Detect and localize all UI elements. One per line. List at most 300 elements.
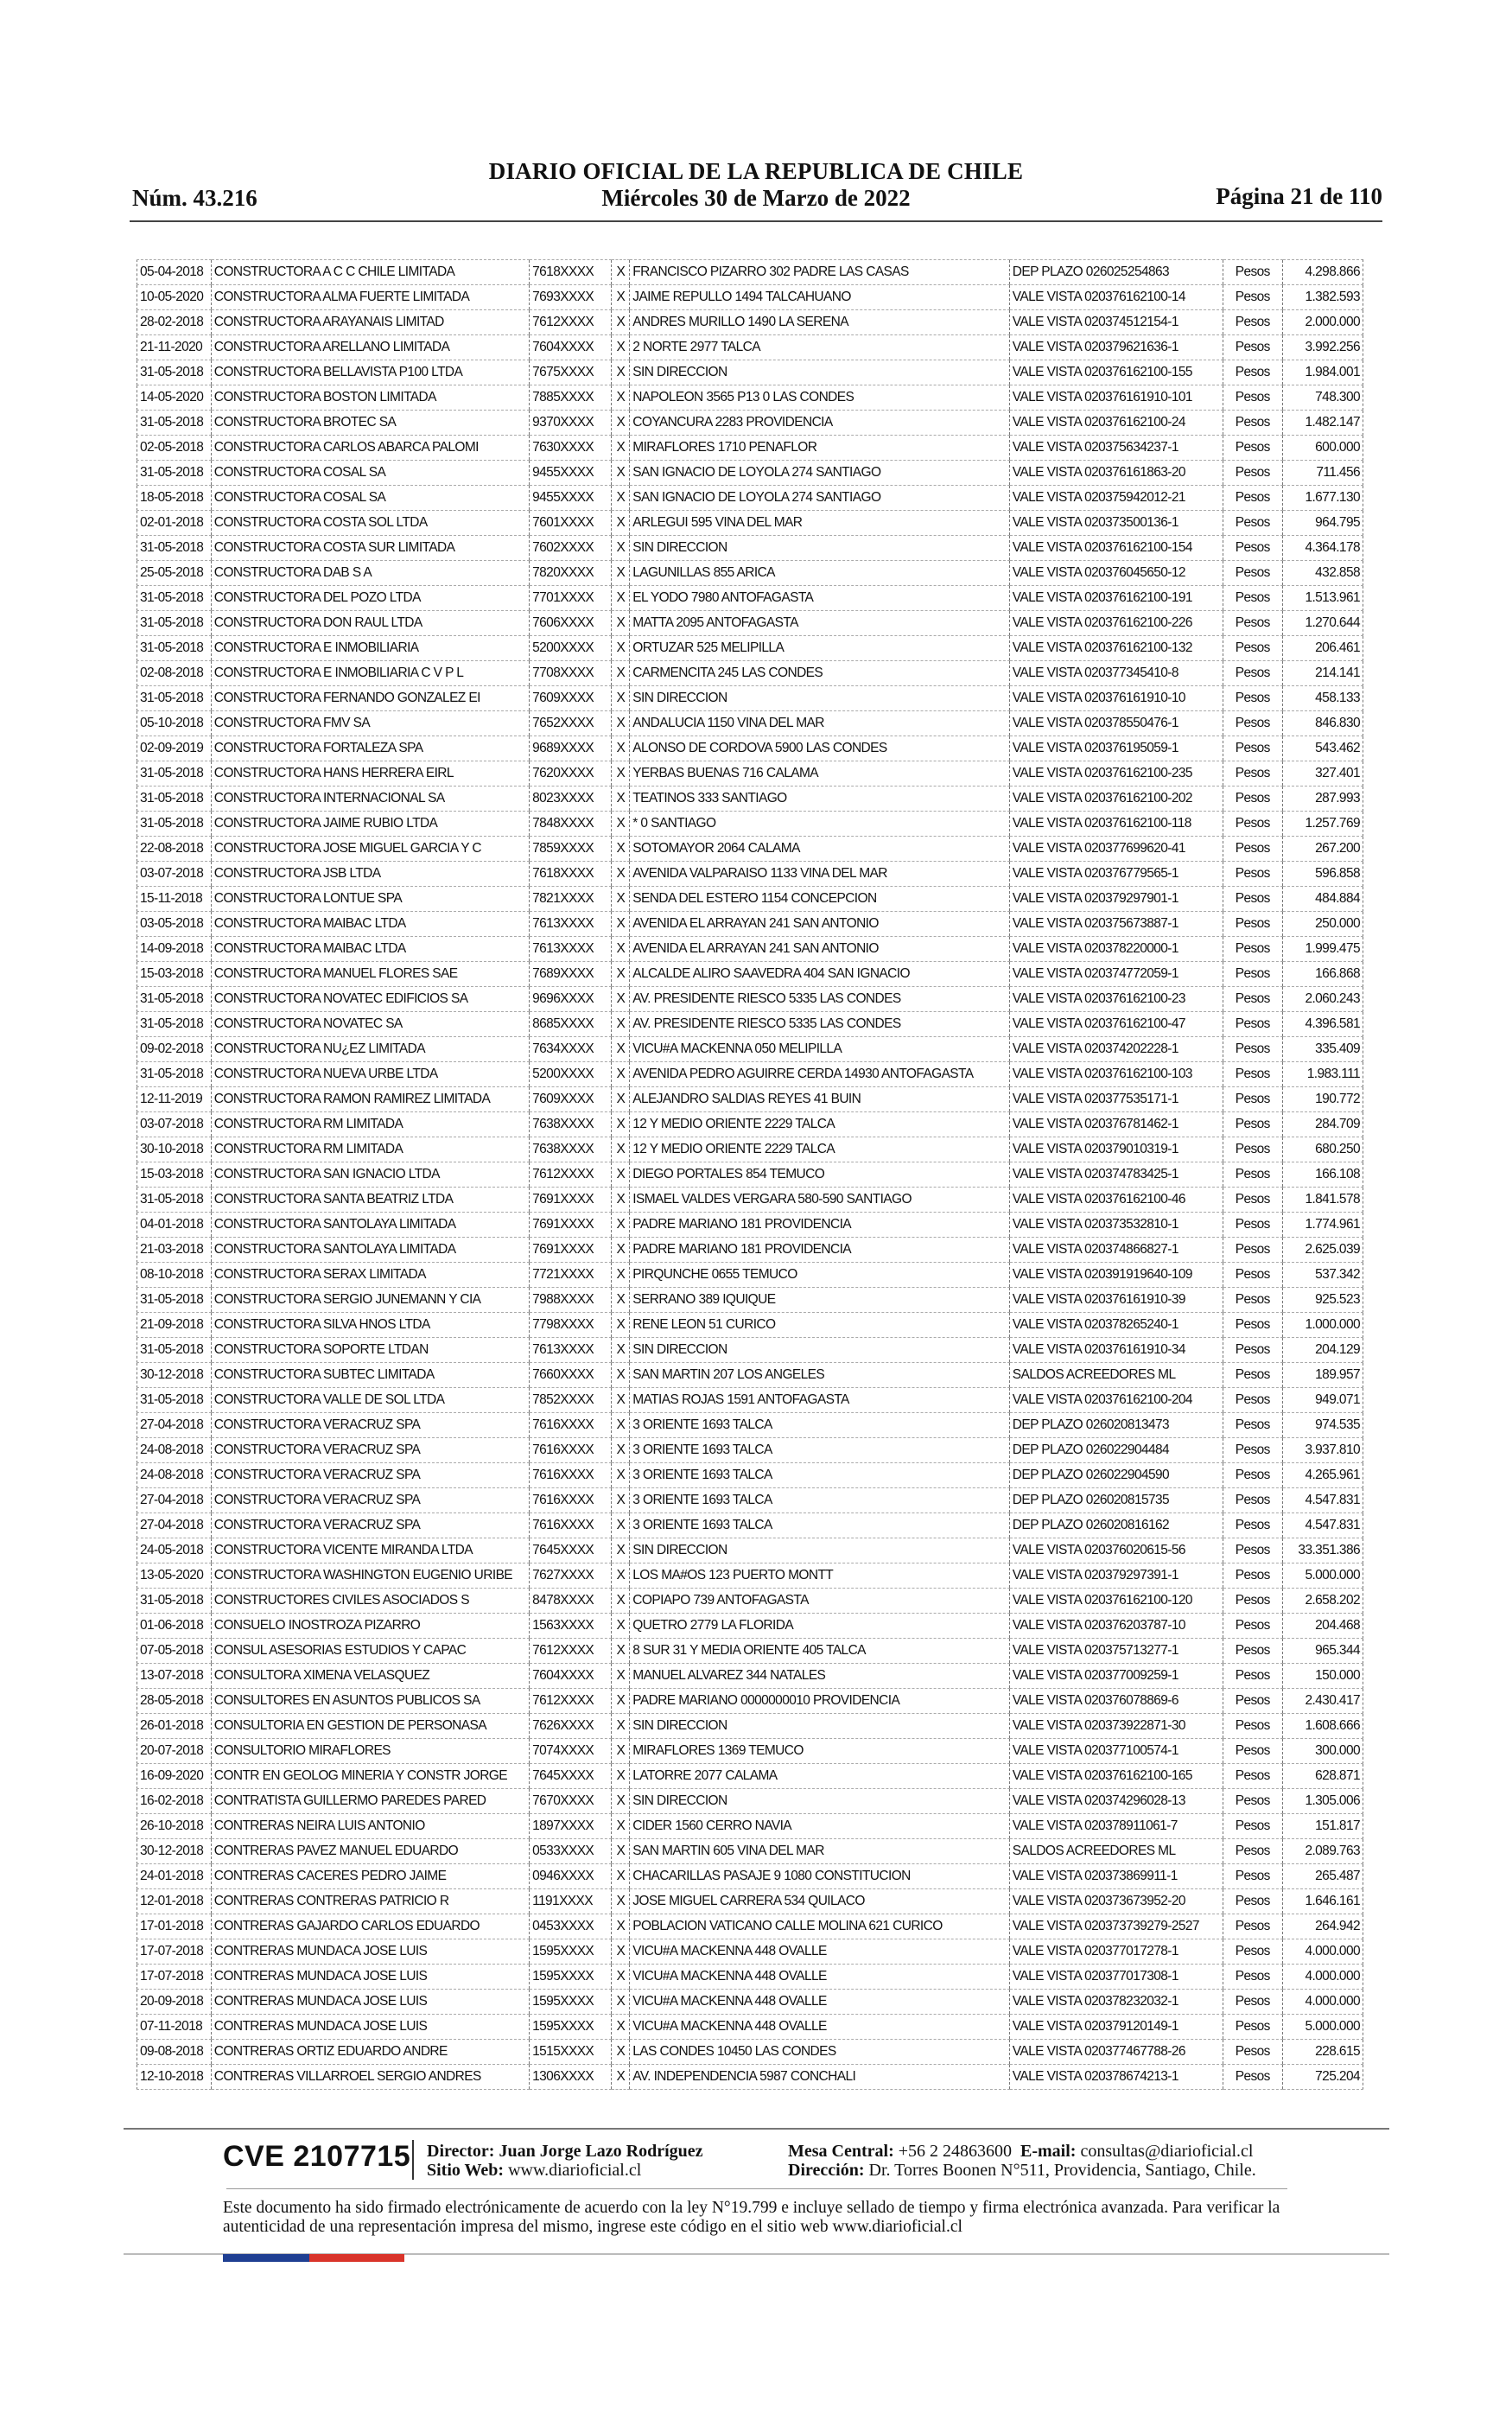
table-row [137, 1087, 1363, 1112]
cell-currency: Pesos [1223, 1990, 1282, 2015]
header-divider [130, 220, 1382, 222]
cell-document: VALE VISTA 020376161910-101 [1009, 385, 1223, 411]
cell-name: CONSTRUCTORA E INMOBILIARIA [211, 636, 529, 661]
cell-rut: 1897XXXX [530, 1814, 612, 1839]
cell-rut: 7616XXXX [530, 1463, 612, 1488]
cell-currency: Pesos [1223, 912, 1282, 937]
cell-currency: Pesos [1223, 1238, 1282, 1263]
cell-name: CONSTRUCTORA MAIBAC LTDA [211, 937, 529, 962]
cell-currency: Pesos [1223, 486, 1282, 511]
cell-amount: 2.625.039 [1282, 1238, 1363, 1263]
cell-amount: 204.468 [1282, 1614, 1363, 1639]
cell-document: VALE VISTA 020377345410-8 [1009, 661, 1223, 686]
cell-mark: X [612, 736, 630, 761]
cell-date: 02-08-2018 [137, 661, 212, 686]
cell-mark: X [612, 1538, 630, 1563]
cell-date: 15-03-2018 [137, 962, 212, 987]
cell-currency: Pesos [1223, 1363, 1282, 1388]
cell-currency: Pesos [1223, 1313, 1282, 1338]
cell-rut: 7618XXXX [530, 862, 612, 887]
cell-currency: Pesos [1223, 1288, 1282, 1313]
cell-mark: X [612, 1839, 630, 1864]
cell-document: VALE VISTA 020373869911-1 [1009, 1864, 1223, 1889]
cell-rut: 7609XXXX [530, 686, 612, 711]
cell-document: VALE VISTA 020378265240-1 [1009, 1313, 1223, 1338]
cell-date: 24-05-2018 [137, 1538, 212, 1563]
cell-address: MATTA 2095 ANTOFAGASTA [630, 611, 1010, 636]
cell-rut: 7616XXXX [530, 1488, 612, 1513]
cell-amount: 4.298.866 [1282, 260, 1363, 285]
cell-mark: X [612, 636, 630, 661]
cell-address: 3 ORIENTE 1693 TALCA [630, 1488, 1010, 1513]
table-row [137, 2040, 1363, 2065]
table-row [137, 962, 1363, 987]
cell-rut: 7606XXXX [530, 611, 612, 636]
cell-currency: Pesos [1223, 1965, 1282, 1990]
cell-amount: 335.409 [1282, 1037, 1363, 1062]
cell-document: SALDOS ACREEDORES ML [1009, 1363, 1223, 1388]
page-indicator: Página 21 de 110 [1216, 183, 1382, 209]
cell-date: 31-05-2018 [137, 360, 212, 385]
cell-address: SAN IGNACIO DE LOYOLA 274 SANTIAGO [630, 461, 1010, 486]
cell-address: PADRE MARIANO 0000000010 PROVIDENCIA [630, 1689, 1010, 1714]
cell-name: CONSUELO INOSTROZA PIZARRO [211, 1614, 529, 1639]
table-row [137, 987, 1363, 1012]
cell-date: 28-05-2018 [137, 1689, 212, 1714]
cell-amount: 327.401 [1282, 761, 1363, 786]
cell-currency: Pesos [1223, 661, 1282, 686]
cell-amount: 300.000 [1282, 1739, 1363, 1764]
cell-rut: 1563XXXX [530, 1614, 612, 1639]
cell-currency: Pesos [1223, 1513, 1282, 1538]
cell-document: VALE VISTA 020373922871-30 [1009, 1714, 1223, 1739]
cell-amount: 3.992.256 [1282, 335, 1363, 360]
cell-rut: 1191XXXX [530, 1889, 612, 1914]
cell-mark: X [612, 1338, 630, 1363]
cell-name: CONTRERAS MUNDACA JOSE LUIS [211, 2015, 529, 2040]
cell-mark: X [612, 1263, 630, 1288]
cell-name: CONSTRUCTORA SOPORTE LTDAN [211, 1338, 529, 1363]
cell-currency: Pesos [1223, 2040, 1282, 2065]
cell-rut: 5200XXXX [530, 636, 612, 661]
table-row [137, 2065, 1363, 2090]
cell-name: CONSTRUCTORA SUBTEC LIMITADA [211, 1363, 529, 1388]
cell-name: CONTRERAS NEIRA LUIS ANTONIO [211, 1814, 529, 1839]
cell-document: VALE VISTA 020374866827-1 [1009, 1238, 1223, 1263]
cell-address: AV. PRESIDENTE RIESCO 5335 LAS CONDES [630, 1012, 1010, 1037]
cell-mark: X [612, 1664, 630, 1689]
table-row [137, 812, 1363, 837]
cell-amount: 4.547.831 [1282, 1513, 1363, 1538]
cell-rut: 7670XXXX [530, 1789, 612, 1814]
cell-name: CONTRERAS MUNDACA JOSE LUIS [211, 1990, 529, 2015]
cell-date: 24-08-2018 [137, 1438, 212, 1463]
cell-address: CHACARILLAS PASAJE 9 1080 CONSTITUCION [630, 1864, 1010, 1889]
cell-date: 31-05-2018 [137, 1062, 212, 1087]
cell-amount: 711.456 [1282, 461, 1363, 486]
cell-mark: X [612, 436, 630, 461]
cell-document: VALE VISTA 020378550476-1 [1009, 711, 1223, 736]
cell-name: CONSUL ASESORIAS ESTUDIOS Y CAPAC [211, 1639, 529, 1664]
table-row [137, 786, 1363, 812]
email-label: E-mail: [1020, 2142, 1077, 2161]
cell-address: * 0 SANTIAGO [630, 812, 1010, 837]
table-row [137, 1162, 1363, 1188]
cell-address: SAN MARTIN 207 LOS ANGELES [630, 1363, 1010, 1388]
cell-currency: Pesos [1223, 436, 1282, 461]
cell-mark: X [612, 1388, 630, 1413]
cell-name: CONSTRUCTORA VERACRUZ SPA [211, 1463, 529, 1488]
cell-rut: 7616XXXX [530, 1513, 612, 1538]
cell-address: ANDALUCIA 1150 VINA DEL MAR [630, 711, 1010, 736]
footer-director-block [427, 2142, 703, 2180]
cell-document: VALE VISTA 020376162100-202 [1009, 786, 1223, 812]
cell-rut: 8478XXXX [530, 1589, 612, 1614]
cell-document: VALE VISTA 020375673887-1 [1009, 912, 1223, 937]
table-row [137, 862, 1363, 887]
cell-name: CONSTRUCTORA NUEVA URBE LTDA [211, 1062, 529, 1087]
cell-date: 03-05-2018 [137, 912, 212, 937]
cell-currency: Pesos [1223, 1037, 1282, 1062]
cell-name: CONSTRUCTORA SAN IGNACIO LTDA [211, 1162, 529, 1188]
cell-mark: X [612, 561, 630, 586]
cell-date: 21-11-2020 [137, 335, 212, 360]
cell-currency: Pesos [1223, 511, 1282, 536]
cell-date: 05-04-2018 [137, 260, 212, 285]
cell-mark: X [612, 1639, 630, 1664]
cell-amount: 33.351.386 [1282, 1538, 1363, 1563]
cell-address: VICU#A MACKENNA 448 OVALLE [630, 1965, 1010, 1990]
cell-amount: 2.000.000 [1282, 310, 1363, 335]
table-row [137, 1188, 1363, 1213]
cell-rut: 7701XXXX [530, 586, 612, 611]
cell-name: CONSTRUCTORA LONTUE SPA [211, 887, 529, 912]
cve-code: CVE 2107715 [223, 2140, 411, 2173]
cell-document: VALE VISTA 020379120149-1 [1009, 2015, 1223, 2040]
cell-name: CONSTRUCTORA BROTEC SA [211, 411, 529, 436]
cell-rut: 8023XXXX [530, 786, 612, 812]
cell-amount: 949.071 [1282, 1388, 1363, 1413]
cell-amount: 228.615 [1282, 2040, 1363, 2065]
cell-currency: Pesos [1223, 1914, 1282, 1939]
cell-currency: Pesos [1223, 862, 1282, 887]
cell-date: 08-10-2018 [137, 1263, 212, 1288]
cell-rut: 7627XXXX [530, 1563, 612, 1589]
cell-date: 31-05-2018 [137, 636, 212, 661]
cell-date: 15-03-2018 [137, 1162, 212, 1188]
cell-address: SIN DIRECCION [630, 360, 1010, 385]
cell-address: ARLEGUI 595 VINA DEL MAR [630, 511, 1010, 536]
cell-currency: Pesos [1223, 260, 1282, 285]
cell-rut: 7634XXXX [530, 1037, 612, 1062]
cell-name: CONSTRUCTORA CARLOS ABARCA PALOMI [211, 436, 529, 461]
cell-amount: 1.646.161 [1282, 1889, 1363, 1914]
cell-address: AV. PRESIDENTE RIESCO 5335 LAS CONDES [630, 987, 1010, 1012]
director-label: Director: [427, 2142, 495, 2161]
cell-rut: 7820XXXX [530, 561, 612, 586]
cell-address: SOTOMAYOR 2064 CALAMA [630, 837, 1010, 862]
cell-rut: 7693XXXX [530, 285, 612, 310]
cell-name: CONSTRUCTORA RM LIMITADA [211, 1137, 529, 1162]
cell-rut: 1515XXXX [530, 2040, 612, 2065]
cell-address: PADRE MARIANO 181 PROVIDENCIA [630, 1238, 1010, 1263]
cell-document: VALE VISTA 020375634237-1 [1009, 436, 1223, 461]
cell-currency: Pesos [1223, 1413, 1282, 1438]
cell-rut: 9696XXXX [530, 987, 612, 1012]
cell-currency: Pesos [1223, 736, 1282, 761]
cell-currency: Pesos [1223, 285, 1282, 310]
cell-currency: Pesos [1223, 1213, 1282, 1238]
cell-mark: X [612, 1939, 630, 1965]
cell-document: VALE VISTA 020373739279-2527 [1009, 1914, 1223, 1939]
cell-document: VALE VISTA 020379297901-1 [1009, 887, 1223, 912]
cell-address: PIRQUNCHE 0655 TEMUCO [630, 1263, 1010, 1288]
cell-currency: Pesos [1223, 987, 1282, 1012]
cell-mark: X [612, 761, 630, 786]
cell-date: 31-05-2018 [137, 1188, 212, 1213]
table-row [137, 1864, 1363, 1889]
cell-date: 31-05-2018 [137, 461, 212, 486]
cell-document: VALE VISTA 020374202228-1 [1009, 1037, 1223, 1062]
cell-name: CONSTRUCTORA MAIBAC LTDA [211, 912, 529, 937]
footer-separator [412, 2140, 414, 2180]
table-row [137, 310, 1363, 335]
table-row [137, 1538, 1363, 1563]
cell-name: CONSTRUCTORA SERAX LIMITADA [211, 1263, 529, 1288]
table-row [137, 411, 1363, 436]
cell-mark: X [612, 1764, 630, 1789]
cell-amount: 432.858 [1282, 561, 1363, 586]
cell-date: 12-10-2018 [137, 2065, 212, 2090]
cell-mark: X [612, 1313, 630, 1338]
cell-amount: 1.999.475 [1282, 937, 1363, 962]
cell-amount: 1.513.961 [1282, 586, 1363, 611]
cell-mark: X [612, 1589, 630, 1614]
cell-currency: Pesos [1223, 1112, 1282, 1137]
cell-name: CONSULTORIA EN GESTION DE PERSONASA [211, 1714, 529, 1739]
cell-document: DEP PLAZO 026022904590 [1009, 1463, 1223, 1488]
cell-name: CONSTRUCTORA VERACRUZ SPA [211, 1513, 529, 1538]
cell-currency: Pesos [1223, 711, 1282, 736]
cell-mark: X [612, 1062, 630, 1087]
cell-name: CONSTRUCTORA INTERNACIONAL SA [211, 786, 529, 812]
cell-name: CONSTRUCTORA VERACRUZ SPA [211, 1488, 529, 1513]
table-row [137, 1689, 1363, 1714]
table-row [137, 1438, 1363, 1463]
cell-amount: 265.487 [1282, 1864, 1363, 1889]
cell-rut: 1595XXXX [530, 1939, 612, 1965]
table-row [137, 1112, 1363, 1137]
table-row [137, 887, 1363, 912]
table-row [137, 1714, 1363, 1739]
cell-amount: 1.608.666 [1282, 1714, 1363, 1739]
cell-date: 01-06-2018 [137, 1614, 212, 1639]
cell-date: 13-05-2020 [137, 1563, 212, 1589]
cell-address: FRANCISCO PIZARRO 302 PADRE LAS CASAS [630, 260, 1010, 285]
cell-mark: X [612, 511, 630, 536]
cell-mark: X [612, 1188, 630, 1213]
cell-address: SENDA DEL ESTERO 1154 CONCEPCION [630, 887, 1010, 912]
table-row [137, 761, 1363, 786]
cell-date: 21-09-2018 [137, 1313, 212, 1338]
cell-date: 16-02-2018 [137, 1789, 212, 1814]
table-row [137, 837, 1363, 862]
email-link[interactable]: consultas@diarioficial.cl [1080, 2142, 1254, 2161]
cell-document: VALE VISTA 020377017308-1 [1009, 1965, 1223, 1990]
cell-document: VALE VISTA 020378674213-1 [1009, 2065, 1223, 2090]
cell-address: 3 ORIENTE 1693 TALCA [630, 1463, 1010, 1488]
cell-rut: 7675XXXX [530, 360, 612, 385]
cell-currency: Pesos [1223, 1488, 1282, 1513]
cell-date: 15-11-2018 [137, 887, 212, 912]
cell-amount: 150.000 [1282, 1664, 1363, 1689]
cell-document: VALE VISTA 020376195059-1 [1009, 736, 1223, 761]
cell-amount: 2.430.417 [1282, 1689, 1363, 1714]
table-row [137, 636, 1363, 661]
table-row [137, 1288, 1363, 1313]
flag-bar-red [309, 2254, 404, 2262]
cell-name: CONSTRUCTORA JSB LTDA [211, 862, 529, 887]
cell-date: 17-01-2018 [137, 1914, 212, 1939]
cell-currency: Pesos [1223, 1689, 1282, 1714]
issue-number: Núm. 43.216 [132, 185, 257, 211]
cell-date: 31-05-2018 [137, 1288, 212, 1313]
cell-currency: Pesos [1223, 335, 1282, 360]
cell-rut: 7645XXXX [530, 1764, 612, 1789]
cell-currency: Pesos [1223, 1563, 1282, 1589]
cell-name: CONSTRUCTORA ARAYANAIS LIMITAD [211, 310, 529, 335]
cell-date: 09-02-2018 [137, 1037, 212, 1062]
cell-address: SAN MARTIN 605 VINA DEL MAR [630, 1839, 1010, 1864]
cell-date: 03-07-2018 [137, 862, 212, 887]
cell-mark: X [612, 360, 630, 385]
cell-rut: 9370XXXX [530, 411, 612, 436]
cell-rut: 7613XXXX [530, 937, 612, 962]
cell-document: DEP PLAZO 026020815735 [1009, 1488, 1223, 1513]
cell-rut: 7074XXXX [530, 1739, 612, 1764]
records-table [137, 259, 1363, 2090]
cell-rut: 7798XXXX [530, 1313, 612, 1338]
cell-document: SALDOS ACREEDORES ML [1009, 1839, 1223, 1864]
cell-date: 26-01-2018 [137, 1714, 212, 1739]
cell-amount: 287.993 [1282, 786, 1363, 812]
cell-mark: X [612, 1889, 630, 1914]
cell-date: 30-12-2018 [137, 1839, 212, 1864]
cell-date: 09-08-2018 [137, 2040, 212, 2065]
cell-amount: 974.535 [1282, 1413, 1363, 1438]
cell-date: 31-05-2018 [137, 586, 212, 611]
cell-date: 12-01-2018 [137, 1889, 212, 1914]
cell-mark: X [612, 1238, 630, 1263]
cell-currency: Pesos [1223, 310, 1282, 335]
cell-name: CONSTRUCTORA A C C CHILE LIMITADA [211, 260, 529, 285]
cell-address: POBLACION VATICANO CALLE MOLINA 621 CURICO [630, 1914, 1010, 1939]
cell-date: 13-07-2018 [137, 1664, 212, 1689]
web-link[interactable]: www.diarioficial.cl [508, 2161, 642, 2180]
cell-document: VALE VISTA 020376779565-1 [1009, 862, 1223, 887]
cell-address: NAPOLEON 3565 P13 0 LAS CONDES [630, 385, 1010, 411]
cell-date: 31-05-2018 [137, 1388, 212, 1413]
cell-mark: X [612, 1488, 630, 1513]
issue-date: Miércoles 30 de Marzo de 2022 [601, 185, 911, 211]
cell-amount: 1.677.130 [1282, 486, 1363, 511]
cell-date: 17-07-2018 [137, 1939, 212, 1965]
cell-address: AVENIDA PEDRO AGUIRRE CERDA 14930 ANTOFAGASTA [630, 1062, 1010, 1087]
cell-document: VALE VISTA 020377467788-26 [1009, 2040, 1223, 2065]
cell-address: JAIME REPULLO 1494 TALCAHUANO [630, 285, 1010, 310]
cell-name: CONSTRUCTORA SANTA BEATRIZ LTDA [211, 1188, 529, 1213]
cell-date: 10-05-2020 [137, 285, 212, 310]
table-row [137, 1037, 1363, 1062]
cell-amount: 264.942 [1282, 1914, 1363, 1939]
cell-amount: 964.795 [1282, 511, 1363, 536]
cell-mark: X [612, 2040, 630, 2065]
cell-address: SAN IGNACIO DE LOYOLA 274 SANTIAGO [630, 486, 1010, 511]
cell-name: CONTRERAS GAJARDO CARLOS EDUARDO [211, 1914, 529, 1939]
table-row [137, 661, 1363, 686]
cell-name: CONSTRUCTORA DON RAUL LTDA [211, 611, 529, 636]
cell-mark: X [612, 1513, 630, 1538]
cell-address: ORTUZAR 525 MELIPILLA [630, 636, 1010, 661]
cell-name: CONSTRUCTORA VERACRUZ SPA [211, 1413, 529, 1438]
cell-amount: 1.984.001 [1282, 360, 1363, 385]
cell-currency: Pesos [1223, 1814, 1282, 1839]
cell-name: CONSTRUCTORA COSAL SA [211, 461, 529, 486]
table-row [137, 285, 1363, 310]
cell-name: CONSTRUCTORA DEL POZO LTDA [211, 586, 529, 611]
cell-mark: X [612, 1363, 630, 1388]
cell-mark: X [612, 987, 630, 1012]
table-row [137, 1789, 1363, 1814]
table-row [137, 711, 1363, 736]
cell-document: VALE VISTA 020377535171-1 [1009, 1087, 1223, 1112]
cell-address: JOSE MIGUEL CARRERA 534 QUILACO [630, 1889, 1010, 1914]
cell-date: 03-07-2018 [137, 1112, 212, 1137]
cell-mark: X [612, 586, 630, 611]
cell-name: CONTRERAS MUNDACA JOSE LUIS [211, 1939, 529, 1965]
cell-amount: 204.129 [1282, 1338, 1363, 1363]
cell-address: 12 Y MEDIO ORIENTE 2229 TALCA [630, 1137, 1010, 1162]
cell-address: LAS CONDES 10450 LAS CONDES [630, 2040, 1010, 2065]
table-row [137, 1939, 1363, 1965]
cell-name: CONSTRUCTORA NOVATEC EDIFICIOS SA [211, 987, 529, 1012]
cell-amount: 680.250 [1282, 1137, 1363, 1162]
cell-document: DEP PLAZO 026020816162 [1009, 1513, 1223, 1538]
cell-mark: X [612, 335, 630, 360]
table-row [137, 360, 1363, 385]
cell-address: COYANCURA 2283 PROVIDENCIA [630, 411, 1010, 436]
cell-amount: 1.482.147 [1282, 411, 1363, 436]
cell-mark: X [612, 1288, 630, 1313]
cell-currency: Pesos [1223, 937, 1282, 962]
cell-address: EL YODO 7980 ANTOFAGASTA [630, 586, 1010, 611]
cell-date: 18-05-2018 [137, 486, 212, 511]
cell-document: VALE VISTA 020373500136-1 [1009, 511, 1223, 536]
cell-document: VALE VISTA 020377699620-41 [1009, 837, 1223, 862]
cell-mark: X [612, 711, 630, 736]
cell-address: VICU#A MACKENNA 448 OVALLE [630, 1939, 1010, 1965]
cell-mark: X [612, 1162, 630, 1188]
cell-mark: X [612, 1739, 630, 1764]
table-row [137, 937, 1363, 962]
cell-amount: 284.709 [1282, 1112, 1363, 1137]
cell-name: CONSULTORA XIMENA VELASQUEZ [211, 1664, 529, 1689]
cell-mark: X [612, 1438, 630, 1463]
table-row [137, 1563, 1363, 1589]
cell-document: VALE VISTA 020376162100-132 [1009, 636, 1223, 661]
cell-amount: 5.000.000 [1282, 1563, 1363, 1589]
cell-name: CONSTRUCTORA ARELLANO LIMITADA [211, 335, 529, 360]
